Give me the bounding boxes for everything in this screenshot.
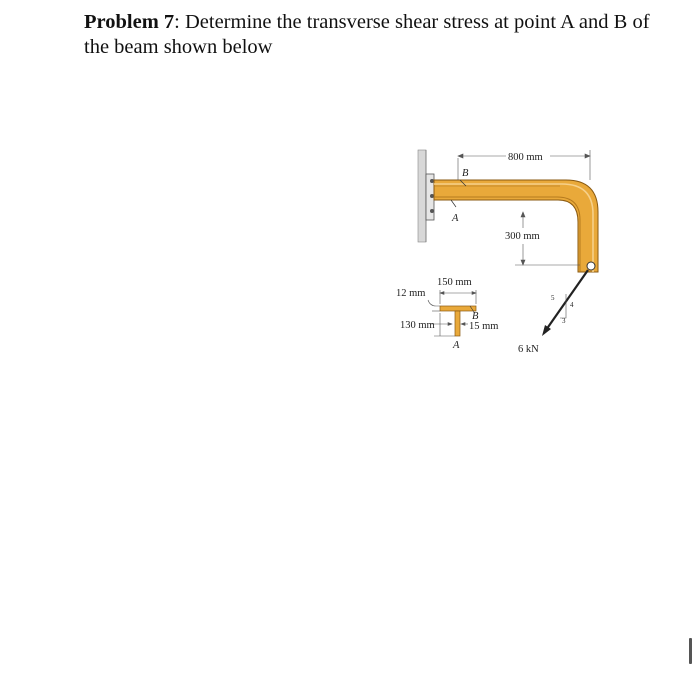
problem-label: Problem 7 [84, 11, 175, 33]
load-pin [587, 262, 595, 270]
slope-5: 5 [551, 294, 555, 302]
slope-3: 3 [562, 317, 566, 325]
section-web [455, 311, 460, 336]
flange-thickness-label: 12 mm [396, 288, 426, 299]
point-b-label: B [462, 168, 469, 179]
web-thickness-label: 15 mm [469, 321, 499, 332]
beam [434, 180, 598, 272]
problem-text: : Determine the transverse shear stress at point A and B of the beam shown below [84, 11, 650, 58]
height-label: 300 mm [505, 231, 540, 242]
point-a-label: A [452, 213, 459, 224]
scrollbar-handle[interactable] [689, 638, 692, 664]
section-point-b-label: B [472, 311, 479, 322]
web-height-label: 130 mm [400, 320, 435, 331]
section-point-a-label: A [453, 340, 460, 351]
slope-4: 4 [570, 301, 574, 309]
load-label: 6 kN [518, 344, 539, 355]
wall-support [418, 150, 426, 242]
flange-width-label: 150 mm [437, 277, 472, 288]
length-label: 800 mm [508, 152, 543, 163]
